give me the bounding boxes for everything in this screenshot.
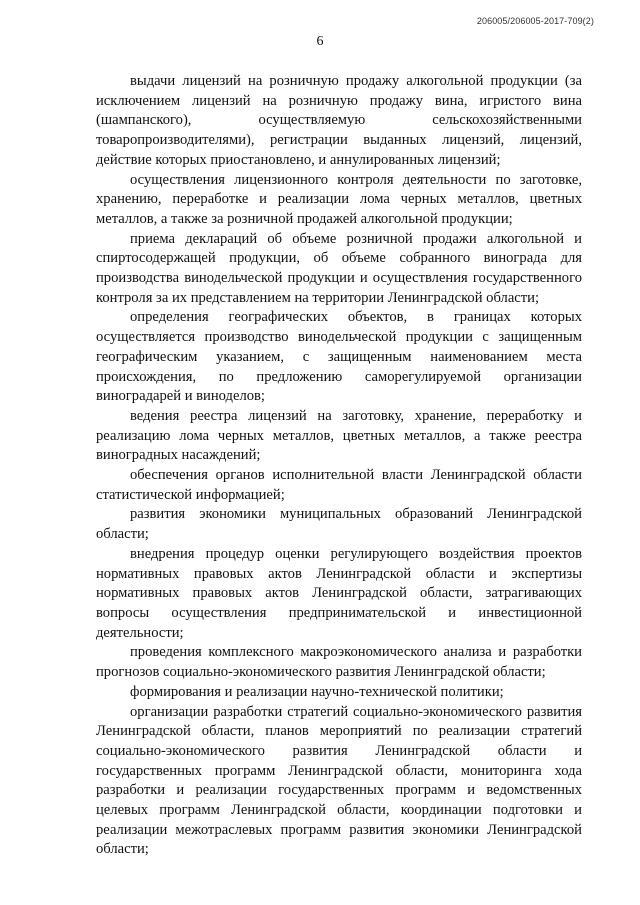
paragraph-geographic-objects: определения географических объектов, в границах которых осуществляется производство винодельческой продукции с защищенным географическим указанием, с защищенным наименованием места происхождения, по предложению саморегулируемой организации виноградарей и виноделов; xyxy=(96,309,582,405)
paragraph-license-control: осуществления лицензионного контроля деятельности по заготовке, хранению, переработке и реализации лома черных металлов, цветных металлов, а также за розничной продажей алкогольной продукции; xyxy=(96,171,582,227)
paragraph-declarations: приема деклараций об объеме розничной продажи алкогольной и спиртосодержащей продукции, об объеме собранного винограда для производства винодельческой продукции и осуществления государственного контроля за их представлением на территории Ленинградской области; xyxy=(96,230,582,306)
paragraph-license-issuance: выдачи лицензий на розничную продажу алкогольной продукции (за исключением лицензий на розничную продажу вина, игристого вина (шампанского), осуществляемую сельскохозяйственными товаропроизводителями), регистрации выданных лицензий, лицензий, действие которых приостановлено, и аннулированных лицензий; xyxy=(96,73,582,168)
paragraph-license-registry: ведения реестра лицензий на заготовку, хранение, переработку и реализацию лома черных металлов, цветных металлов, а также реестра виноградных насаждений; xyxy=(96,407,582,464)
paragraph-science-policy: формирования и реализации научно-технической политики; xyxy=(130,683,504,700)
page-number: 6 xyxy=(316,34,324,49)
paragraph-macroeconomic-analysis: проведения комплексного макроэкономического анализа и разработки прогнозов социально-экономического развития Ленинградской области; xyxy=(96,644,582,681)
paragraph-regulatory-impact: внедрения процедур оценки регулирующего воздействия проектов нормативных правовых актов Ленинградской области и экспертизы нормативных правовых актов Ленинградской области, затрагивающих вопросы осуществления предпринимательской и инвестиционной деятельности; xyxy=(96,545,582,641)
paragraph-municipal-economy: развития экономики муниципальных образований Ленинградской области; xyxy=(96,506,582,543)
document-body xyxy=(96,72,582,860)
paragraph-strategy-development: организации разработки стратегий социально-экономического развития Ленинградской области, планов мероприятий по реализации стратегий социально-экономического развития Ленинградской области и государственных программ Ленинградской области, мониторинга хода разработки и реализации государственных программ и ведомственных целевых программ Ленинградской области, координации подготовки и реализации межотраслевых программ развития экономики Ленинградской области; xyxy=(96,703,582,858)
document-identifier: 206005/206005-2017-709(2) xyxy=(476,16,594,26)
paragraph-statistics: обеспечения органов исполнительной власти Ленинградской области статистической информацией; xyxy=(96,467,582,503)
